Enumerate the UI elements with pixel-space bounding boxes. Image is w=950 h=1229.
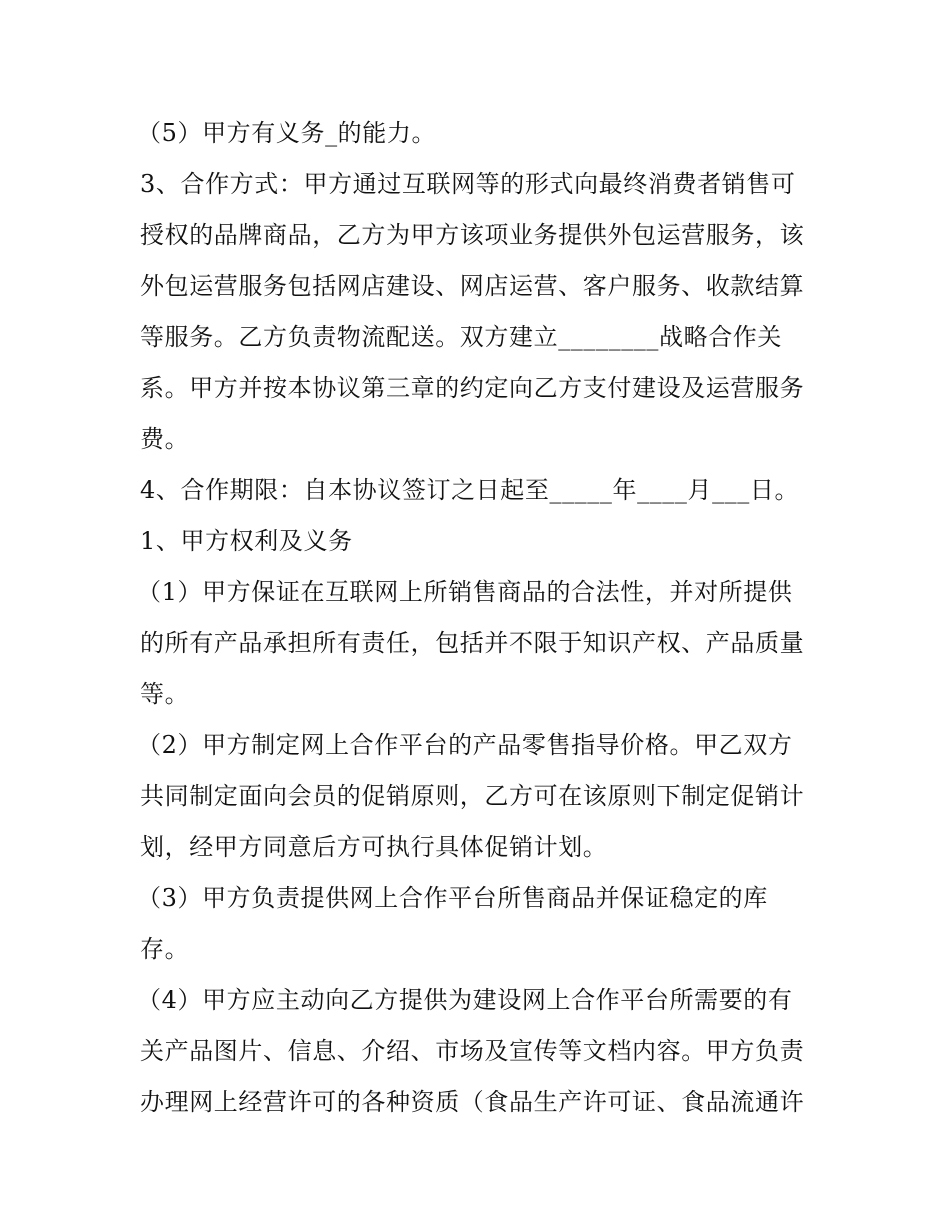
section-heading: 1、甲方权利及义务 xyxy=(140,527,353,555)
document-body xyxy=(137,108,820,1128)
text-line: 共同制定面向会员的促销原则，乙方可在该原则下制定促销计 xyxy=(140,782,805,810)
text-line: （4）甲方应主动向乙方提供为建设网上合作平台所需要的有 xyxy=(137,986,793,1014)
text-line: 存。 xyxy=(140,935,190,963)
text-line: 划，经甲方同意后方可执行具体促销计划。 xyxy=(140,833,608,861)
text-line: 4、合作期限：自本协议签订之日起至_____年____月___日。 xyxy=(140,476,800,504)
text-line: 办理网上经营许可的各种资质（食品生产许可证、食品流通许 xyxy=(140,1088,805,1116)
text-line: 3、合作方式：甲方通过互联网等的形式向最终消费者销售可 xyxy=(140,170,796,198)
text-line: 系。甲方并按本协议第三章的约定向乙方支付建设及运营服务 xyxy=(140,374,805,402)
text-line: （2）甲方制定网上合作平台的产品零售指导价格。甲乙双方 xyxy=(137,731,793,759)
text-line: 的所有产品承担所有责任，包括并不限于知识产权、产品质量 xyxy=(140,629,805,657)
text-line: 外包运营服务包括网店建设、网店运营、客户服务、收款结算 xyxy=(140,272,805,300)
text-line: 等服务。乙方负责物流配送。双方建立________战略合作关 xyxy=(140,323,782,351)
text-line: 费。 xyxy=(140,425,190,453)
text-line: 等。 xyxy=(140,680,190,708)
text-line: （5）甲方有义务_的能力。 xyxy=(137,119,437,147)
text-line: （3）甲方负责提供网上合作平台所售商品并保证稳定的库 xyxy=(137,884,768,912)
text-line: （1）甲方保证在互联网上所销售商品的合法性，并对所提供 xyxy=(137,578,793,606)
text-line: 授权的品牌商品，乙方为甲方该项业务提供外包运营服务，该 xyxy=(140,221,805,249)
text-line: 关产品图片、信息、介绍、市场及宣传等文档内容。甲方负责 xyxy=(140,1037,805,1065)
